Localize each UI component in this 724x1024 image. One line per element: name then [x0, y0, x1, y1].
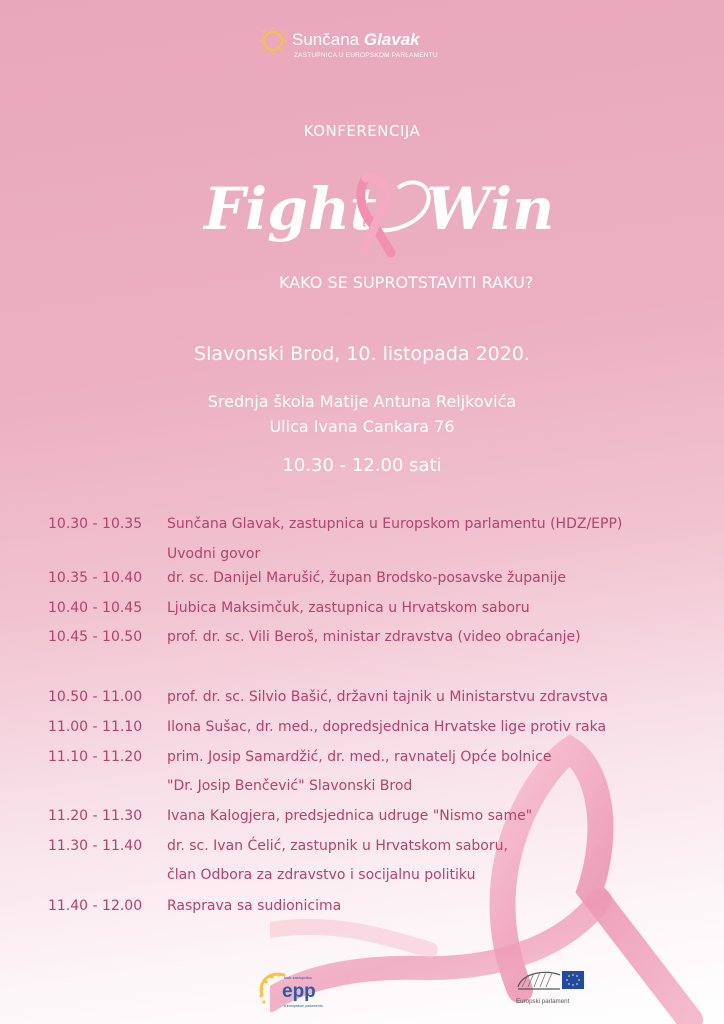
agenda-description: dr. sc. Ivan Ćelić, zastupnik u Hrvatskom saboru, — [167, 838, 508, 854]
agenda-item-continued — [0, 867, 724, 891]
agenda-description: član Odbora za zdravstvo i socijalnu politiku — [167, 867, 476, 883]
agenda-item-continued — [0, 546, 724, 570]
agenda-item — [0, 808, 724, 832]
epp-logo — [256, 967, 336, 1011]
agenda-item — [0, 898, 724, 922]
agenda-description: Ilona Sušac, dr. med., dopredsjednica Hrvatske lige protiv raka — [167, 719, 607, 735]
logo-name: Sunčana Glavak — [292, 30, 420, 49]
agenda-item — [0, 570, 724, 594]
event-time-range: 10.30 - 12.00 sati — [282, 455, 442, 476]
agenda-description: Uvodni govor — [167, 546, 261, 562]
conference-subtitle: KAKO SE SUPROTSTAVITI RAKU? — [279, 273, 534, 292]
agenda-time: 10.40 - 10.45 — [48, 600, 143, 616]
agenda-time: 11.40 - 12.00 — [48, 898, 143, 914]
epp-bottom-label: u europskom parlamentu — [284, 1004, 323, 1008]
agenda-item-continued — [0, 778, 724, 802]
agenda-description: Sunčana Glavak, zastupnica u Europskom parlamentu (HDZ/EPP) — [167, 516, 623, 532]
event-city-date: Slavonski Brod, 10. listopada 2020. — [194, 343, 530, 365]
agenda-item — [0, 600, 724, 624]
title-fight: Fight — [204, 175, 377, 243]
title-win: Win — [426, 175, 555, 243]
conference-label: KONFERENCIJA — [303, 122, 421, 140]
agenda-time: 11.10 - 11.20 — [48, 749, 143, 765]
agenda-description: "Dr. Josip Benčević" Slavonski Brod — [167, 778, 413, 794]
agenda-description: Rasprava sa sudionicima — [167, 898, 342, 914]
agenda-time: 11.30 - 11.40 — [48, 838, 143, 854]
event-venue: Srednja škola Matije Antuna Reljkovića — [207, 392, 517, 411]
agenda-item — [0, 516, 724, 540]
agenda-item — [0, 838, 724, 862]
agenda-description: prim. Josip Samardžić, dr. med., ravnatelj Opće bolnice — [167, 749, 552, 765]
agenda-time: 11.20 - 11.30 — [48, 808, 143, 824]
european-parliament-logo — [516, 965, 586, 1011]
agenda-description: Ivana Kalogjera, predsjednica udruge "Nismo same" — [167, 808, 533, 824]
agenda-item — [0, 749, 724, 773]
agenda-item — [0, 719, 724, 743]
agenda-description: Ljubica Maksimčuk, zastupnica u Hrvatskom saboru — [167, 600, 530, 616]
agenda-description: prof. dr. sc. Silvio Bašić, državni tajnik u Ministarstvu zdravstva — [167, 689, 609, 705]
agenda-description: prof. dr. sc. Vili Beroš, ministar zdravstva (video obraćanje) — [167, 629, 581, 645]
agenda-time: 10.30 - 10.35 — [48, 516, 143, 532]
agenda-time: 11.00 - 11.10 — [48, 719, 143, 735]
agenda-time: 10.50 - 11.00 — [48, 689, 143, 705]
epp-top-label: klub zastupnika — [284, 975, 312, 980]
agenda-time: 10.45 - 10.50 — [48, 629, 143, 645]
agenda-time: 10.35 - 10.40 — [48, 570, 143, 586]
ep-label: Europski parlament — [516, 998, 570, 1005]
agenda-item — [0, 629, 724, 653]
epp-label: epp — [282, 981, 316, 1002]
agenda-item — [0, 689, 724, 713]
agenda-description: dr. sc. Danijel Marušić, župan Brodsko-posavske županije — [167, 570, 567, 586]
event-address: Ulica Ivana Cankara 76 — [269, 417, 455, 436]
logo-subtitle: ZASTUPNICA U EUROPSKOM PARLAMENTU — [294, 52, 438, 59]
